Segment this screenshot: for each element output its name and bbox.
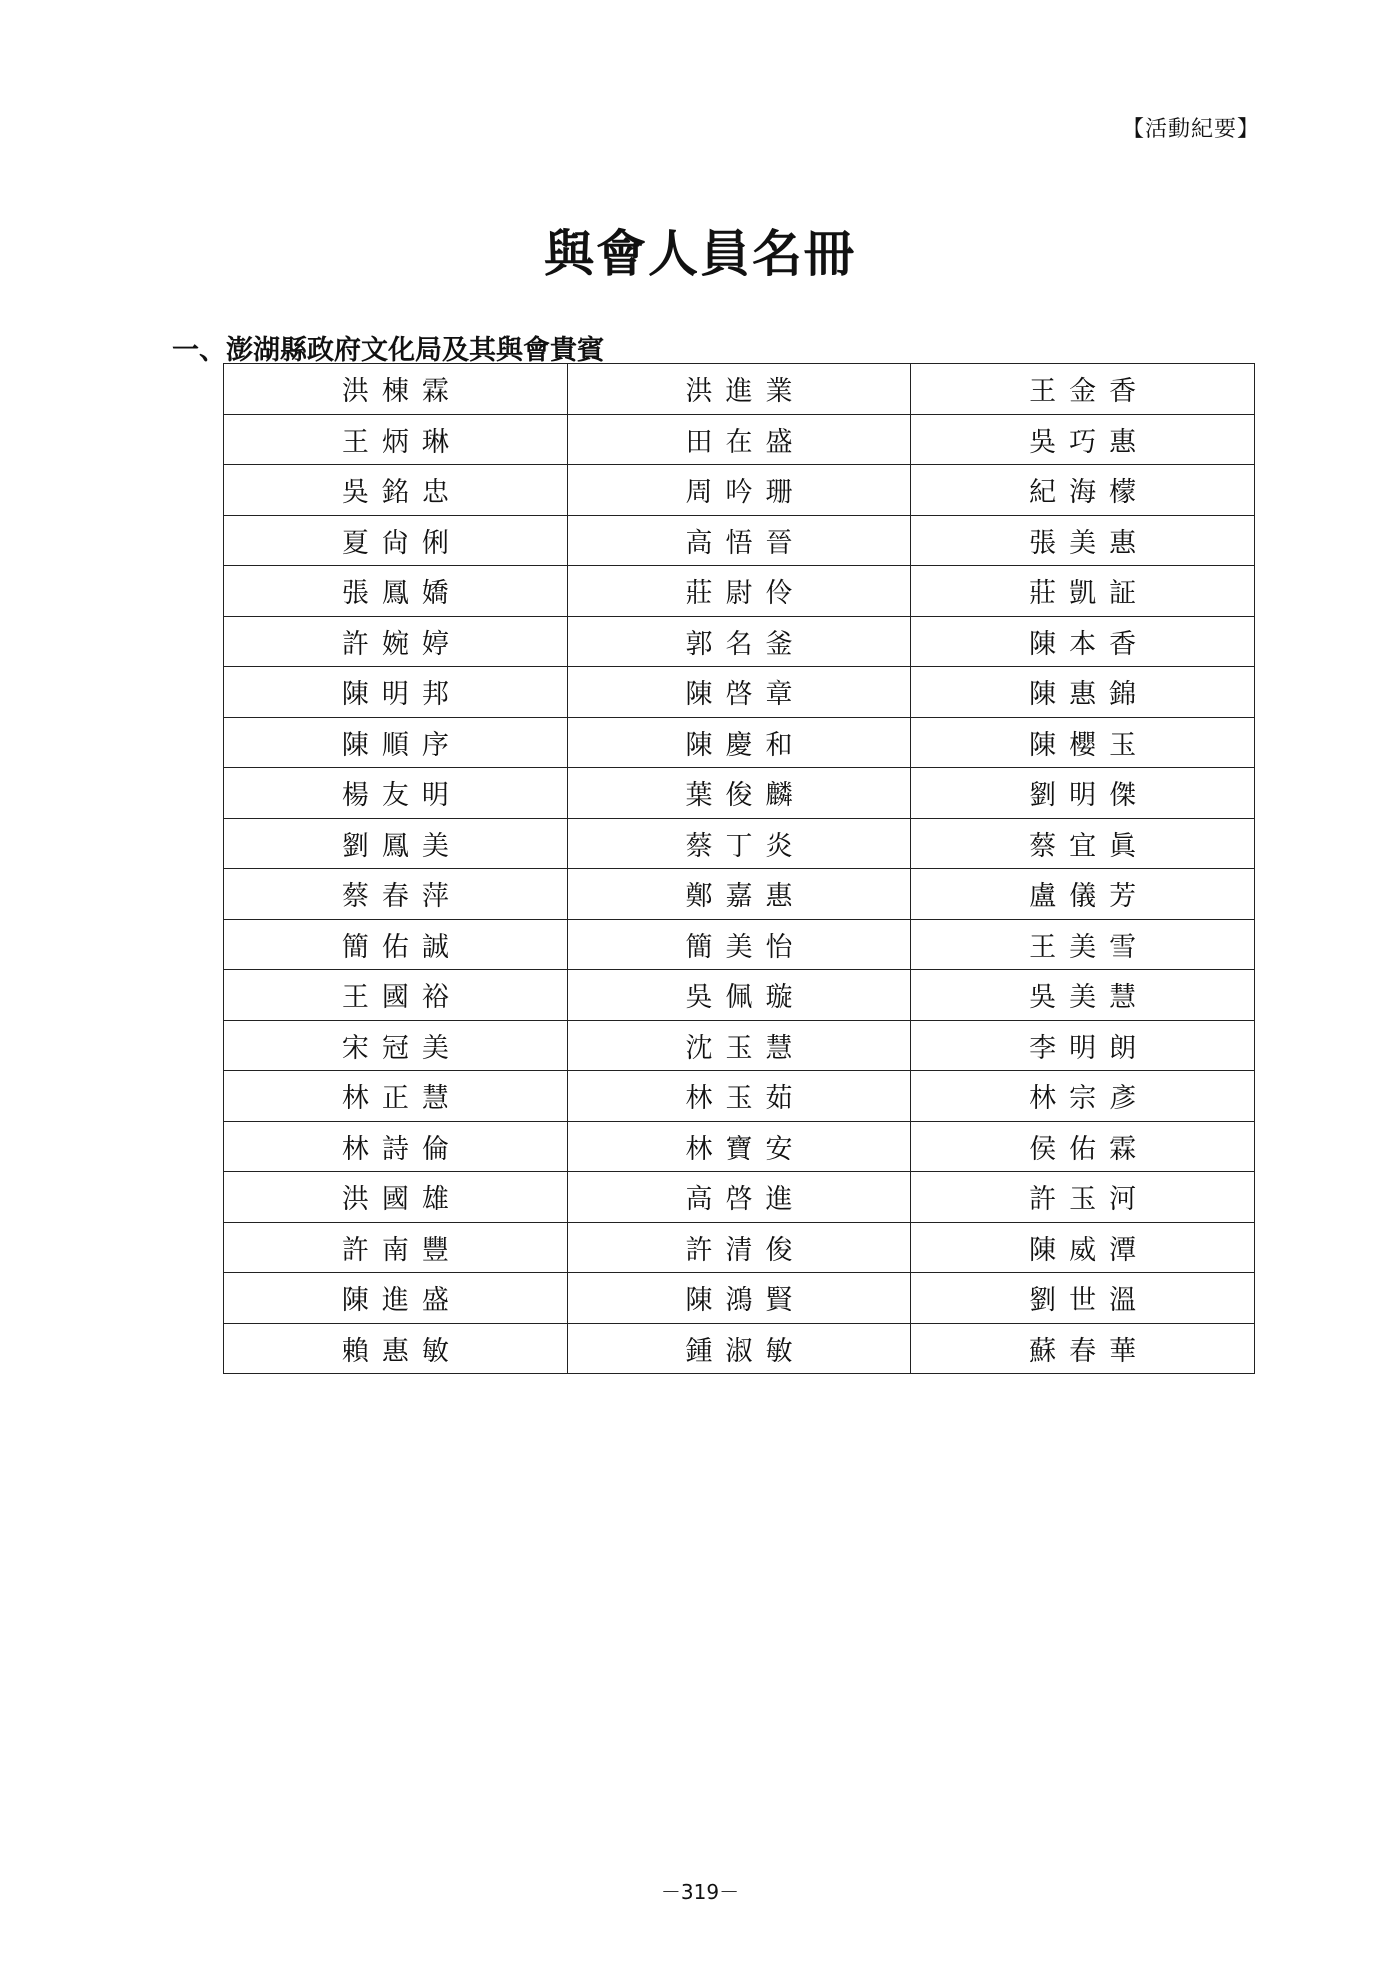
attendee-name: 許南豐 [341, 1234, 462, 1266]
attendee-name: 吳美慧 [1029, 982, 1150, 1014]
attendee-cell [224, 1222, 568, 1273]
attendee-cell [224, 919, 568, 970]
table-row [224, 919, 1255, 970]
attendee-cell [224, 1020, 568, 1071]
attendee-cell [911, 667, 1255, 718]
attendee-name: 陳威潭 [1029, 1234, 1150, 1266]
attendee-cell [567, 465, 911, 516]
table-row [224, 566, 1255, 617]
attendee-name: 張美惠 [1029, 527, 1150, 559]
attendee-name: 劉鳳美 [341, 830, 462, 862]
attendee-cell [911, 717, 1255, 768]
attendee-cell [224, 566, 568, 617]
attendee-cell [224, 1323, 568, 1374]
table-row [224, 717, 1255, 768]
attendee-name: 鄭嘉惠 [685, 881, 806, 913]
attendee-cell [911, 768, 1255, 819]
attendee-cell [911, 970, 1255, 1021]
attendee-name: 李明朗 [1029, 1032, 1150, 1064]
attendee-cell [911, 616, 1255, 667]
attendee-cell [567, 1172, 911, 1223]
attendee-name: 林正慧 [341, 1083, 462, 1115]
attendee-cell [567, 919, 911, 970]
attendee-name: 周吟珊 [685, 477, 806, 509]
attendee-name: 賴惠敏 [341, 1335, 462, 1367]
attendee-cell [567, 1222, 911, 1273]
table-row [224, 1020, 1255, 1071]
attendee-cell [224, 667, 568, 718]
attendee-name: 蔡春萍 [341, 881, 462, 913]
attendee-table [223, 363, 1255, 1374]
attendee-name: 陳慶和 [685, 729, 806, 761]
attendee-name: 林寶安 [685, 1133, 806, 1165]
table-row [224, 616, 1255, 667]
attendee-cell [224, 1121, 568, 1172]
attendee-name: 沈玉慧 [685, 1032, 806, 1064]
attendee-name: 蔡丁炎 [685, 830, 806, 862]
attendee-name: 林詩倫 [341, 1133, 462, 1165]
attendee-cell [224, 515, 568, 566]
attendee-name: 林宗彥 [1029, 1083, 1150, 1115]
attendee-name: 洪進業 [685, 376, 806, 408]
attendee-cell [567, 566, 911, 617]
attendee-name: 侯佑霖 [1029, 1133, 1150, 1165]
attendee-cell [224, 717, 568, 768]
attendee-name: 劉世溫 [1029, 1285, 1150, 1317]
attendee-cell [911, 1020, 1255, 1071]
attendee-name: 許玉河 [1029, 1184, 1150, 1216]
attendee-name: 蘇春華 [1029, 1335, 1150, 1367]
attendee-name: 蔡宜眞 [1029, 830, 1150, 862]
table-row [224, 364, 1255, 415]
attendee-cell [567, 1323, 911, 1374]
attendee-cell [911, 465, 1255, 516]
attendee-name: 陳本香 [1029, 628, 1150, 660]
attendee-cell [224, 1172, 568, 1223]
attendee-cell [911, 1222, 1255, 1273]
attendee-cell [224, 869, 568, 920]
attendee-name: 陳進盛 [341, 1285, 462, 1317]
attendee-cell [911, 364, 1255, 415]
attendee-name: 高悟晉 [685, 527, 806, 559]
attendee-name: 王美雪 [1029, 931, 1150, 963]
table-row [224, 414, 1255, 465]
attendee-cell [911, 1323, 1255, 1374]
attendee-cell [567, 1121, 911, 1172]
table-row [224, 1222, 1255, 1273]
attendee-cell [224, 818, 568, 869]
table-row [224, 1323, 1255, 1374]
attendee-name: 陳啓章 [685, 679, 806, 711]
attendee-name: 劉明傑 [1029, 780, 1150, 812]
attendee-name: 王炳琳 [341, 426, 462, 458]
table-row [224, 1071, 1255, 1122]
attendee-name: 許清俊 [685, 1234, 806, 1266]
attendee-cell [911, 869, 1255, 920]
attendee-name: 陳順序 [341, 729, 462, 761]
attendee-name: 洪棟霖 [341, 376, 462, 408]
attendee-cell [567, 364, 911, 415]
attendee-cell [567, 616, 911, 667]
attendee-cell [911, 414, 1255, 465]
attendee-name: 吳巧惠 [1029, 426, 1150, 458]
attendee-cell [224, 1071, 568, 1122]
attendee-name: 陳鴻賢 [685, 1285, 806, 1317]
table-row [224, 1121, 1255, 1172]
attendee-name: 吳銘忠 [341, 477, 462, 509]
attendee-cell [224, 414, 568, 465]
attendee-cell [567, 1273, 911, 1324]
attendee-name: 陳惠錦 [1029, 679, 1150, 711]
attendee-cell [224, 1273, 568, 1324]
attendee-name: 簡美怡 [685, 931, 806, 963]
attendee-cell [224, 616, 568, 667]
page-title: 與會人員名冊 [544, 225, 856, 283]
attendee-cell [911, 566, 1255, 617]
table-row [224, 869, 1255, 920]
attendee-cell [911, 919, 1255, 970]
attendee-name: 莊尉伶 [685, 578, 806, 610]
page-number: －319－ [660, 1880, 740, 1904]
section-heading: 一、澎湖縣政府文化局及其與會貴賓 [172, 335, 604, 366]
attendee-cell [911, 818, 1255, 869]
header-tag: 【活動紀要】 [1121, 117, 1260, 142]
attendee-cell [567, 869, 911, 920]
table-row [224, 515, 1255, 566]
attendee-table-body [224, 364, 1255, 1374]
attendee-name: 葉俊麟 [685, 780, 806, 812]
attendee-cell [224, 768, 568, 819]
attendee-cell [567, 717, 911, 768]
attendee-cell [911, 1172, 1255, 1223]
attendee-cell [224, 970, 568, 1021]
attendee-cell [911, 1071, 1255, 1122]
table-row [224, 768, 1255, 819]
attendee-cell [911, 515, 1255, 566]
table-row [224, 818, 1255, 869]
attendee-cell [567, 515, 911, 566]
attendee-name: 王金香 [1029, 376, 1150, 408]
attendee-cell [567, 1071, 911, 1122]
attendee-cell [567, 970, 911, 1021]
attendee-cell [911, 1273, 1255, 1324]
attendee-name: 楊友明 [341, 780, 462, 812]
attendee-name: 田在盛 [685, 426, 806, 458]
attendee-name: 張鳳嬌 [341, 578, 462, 610]
attendee-name: 夏尙俐 [341, 527, 462, 559]
attendee-cell [567, 1020, 911, 1071]
attendee-name: 王國裕 [341, 982, 462, 1014]
attendee-cell [911, 1121, 1255, 1172]
attendee-cell [567, 818, 911, 869]
table-row [224, 970, 1255, 1021]
table-row [224, 465, 1255, 516]
attendee-cell [224, 465, 568, 516]
attendee-cell [567, 414, 911, 465]
attendee-name: 宋冠美 [341, 1032, 462, 1064]
table-row [224, 1172, 1255, 1223]
attendee-name: 莊凱証 [1029, 578, 1150, 610]
attendee-name: 鍾淑敏 [685, 1335, 806, 1367]
attendee-name: 吳佩璇 [685, 982, 806, 1014]
attendee-cell [567, 667, 911, 718]
attendee-name: 陳櫻玉 [1029, 729, 1150, 761]
attendee-cell [224, 364, 568, 415]
attendee-name: 紀海檬 [1029, 477, 1150, 509]
attendee-name: 許婉婷 [341, 628, 462, 660]
attendee-cell [567, 768, 911, 819]
attendee-name: 高啓進 [685, 1184, 806, 1216]
table-row [224, 1273, 1255, 1324]
attendee-name: 郭名釜 [685, 628, 806, 660]
attendee-name: 林玉茹 [685, 1083, 806, 1115]
attendee-name: 陳明邦 [341, 679, 462, 711]
attendee-name: 盧儀芳 [1029, 881, 1150, 913]
attendee-name: 簡佑誠 [341, 931, 462, 963]
attendee-name: 洪國雄 [341, 1184, 462, 1216]
table-row [224, 667, 1255, 718]
